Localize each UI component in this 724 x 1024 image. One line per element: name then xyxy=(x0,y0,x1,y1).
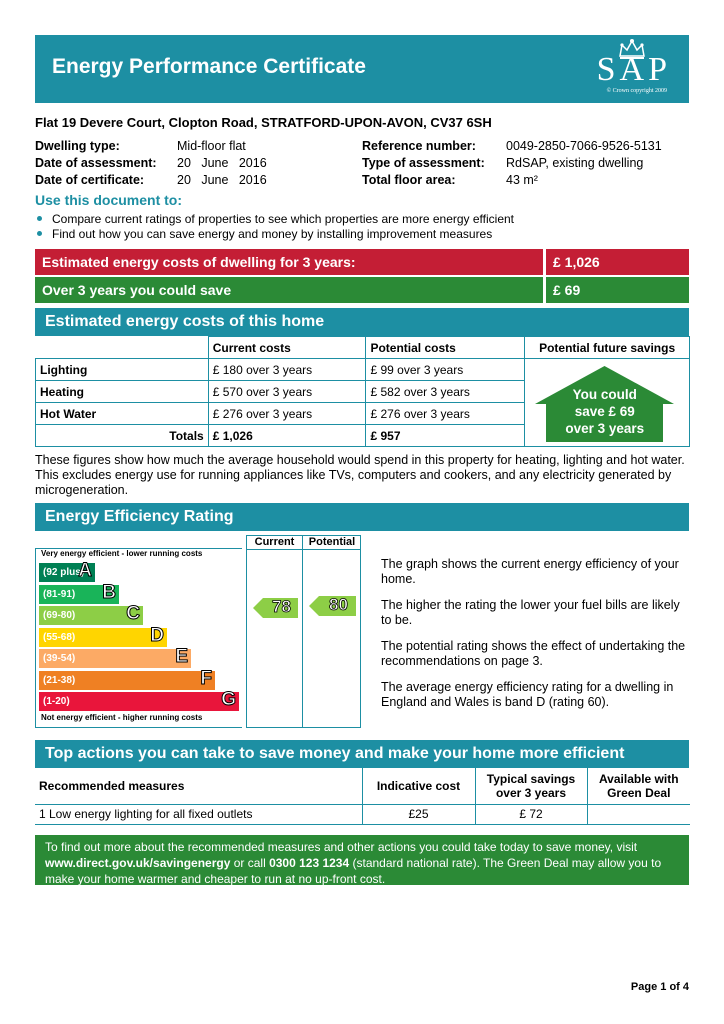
use-bullet xyxy=(37,212,514,226)
detail-row xyxy=(362,155,692,172)
bullet-text: Find out how you can save energy and money by installing improvement measures xyxy=(52,227,493,241)
table-header: Current costs xyxy=(208,337,366,359)
costs-summary-value: £ 1,026 xyxy=(546,249,689,275)
costs-summary-label: Estimated energy costs of dwelling for 3 years: xyxy=(35,249,543,275)
band-range: (81-91) xyxy=(43,588,76,600)
current-rating-arrow xyxy=(253,598,298,618)
explanation-paragraph: The average energy efficiency rating for a dwelling in England and Wales is band D (rating 60). xyxy=(381,680,674,709)
band-range: (39-54) xyxy=(43,653,76,664)
header-divider xyxy=(246,549,361,550)
band-g xyxy=(39,689,239,711)
current-cost-cell: £ 180 over 3 years xyxy=(208,359,366,381)
band-letter: F xyxy=(200,667,212,689)
table-row xyxy=(36,359,690,381)
header-banner xyxy=(35,35,689,103)
use-bullet xyxy=(37,227,492,241)
table-header: Potential costs xyxy=(366,337,525,359)
detail-value: 0049-2850-7066-9526-5131 xyxy=(506,139,662,153)
row-label: Hot Water xyxy=(36,403,209,425)
savingenergy-link[interactable]: www.direct.gov.uk/savingenergy xyxy=(45,856,231,870)
bullet-text: Compare current ratings of properties to see which properties are more energy efficient xyxy=(52,212,515,226)
current-column-header: Current xyxy=(254,536,295,548)
measure-cell: 1 Low energy lighting for all fixed outlets xyxy=(35,804,362,824)
bullet-icon xyxy=(37,231,42,236)
table-header: Typical savings over 3 years xyxy=(475,768,587,804)
potential-column-header: Potential xyxy=(308,536,356,548)
top-caption: Very energy efficient - lower running costs xyxy=(41,549,203,558)
band-range: (55-68) xyxy=(43,631,76,643)
totals-current: £ 1,026 xyxy=(208,425,366,447)
current-cost-cell: £ 276 over 3 years xyxy=(208,403,366,425)
current-rating-value: 78 xyxy=(272,597,291,616)
band-letter: A xyxy=(78,560,92,581)
savings-line: save £ 69 xyxy=(574,404,635,419)
footer-text: To find out more about the recommended measures and other actions you could take today to save money, visit xyxy=(45,840,638,854)
band-b xyxy=(39,581,119,604)
detail-label: Date of assessment: xyxy=(35,156,157,170)
info-footer xyxy=(35,835,689,885)
band-e xyxy=(39,646,191,668)
table-header xyxy=(36,337,209,359)
bullet-icon xyxy=(37,216,42,221)
potential-rating-arrow xyxy=(309,596,356,616)
band-f xyxy=(39,667,215,690)
savings-arrow-text xyxy=(535,386,674,437)
band-c xyxy=(39,603,143,625)
detail-row xyxy=(362,138,692,155)
details-left xyxy=(35,138,355,189)
row-label: Heating xyxy=(36,381,209,403)
explanation-paragraph: The graph shows the current energy efficiency of your home. xyxy=(381,557,679,586)
actions-section-heading: Top actions you can take to save money and make your home more efficient xyxy=(35,740,689,768)
bottom-caption: Not energy efficient - higher running costs xyxy=(41,713,203,722)
detail-label: Total floor area: xyxy=(362,173,456,187)
table-row xyxy=(35,804,690,824)
page-title: Energy Performance Certificate xyxy=(52,55,366,78)
band-range: (92 plus) xyxy=(43,567,85,578)
potential-cost-cell: £ 582 over 3 years xyxy=(366,381,525,403)
sap-logo: SAP xyxy=(596,51,671,88)
detail-label: Dwelling type: xyxy=(35,139,120,153)
table-header: Potential future savings xyxy=(525,337,690,359)
costs-table xyxy=(35,336,690,447)
green-deal-cell xyxy=(587,804,690,824)
detail-value: 20 June 2016 xyxy=(177,173,267,187)
band-letter: C xyxy=(126,603,140,624)
band-letter: G xyxy=(221,689,236,710)
detail-row xyxy=(35,155,355,172)
rating-chart xyxy=(35,535,361,728)
detail-row xyxy=(35,138,355,155)
copyright-text: © Crown copyright 2009 xyxy=(606,88,667,94)
savings-line: You could xyxy=(572,387,637,402)
band-letter: E xyxy=(175,646,188,667)
use-heading: Use this document to: xyxy=(35,192,183,208)
detail-label: Type of assessment: xyxy=(362,156,485,170)
footer-text: (standard national rate). The Green Deal may allow you to make your home warmer and cheaper to run at no up-front cost. xyxy=(45,856,662,886)
band-range: (21-38) xyxy=(43,674,76,686)
totals-label: Totals xyxy=(36,425,209,447)
band-d xyxy=(39,624,167,647)
potential-cost-cell: £ 99 over 3 years xyxy=(366,359,525,381)
page-number: Page 1 of 4 xyxy=(630,981,689,993)
phone-number: 0300 123 1234 xyxy=(269,856,350,870)
detail-value: RdSAP, existing dwelling xyxy=(506,156,644,170)
band-a xyxy=(39,560,95,582)
totals-potential: £ 957 xyxy=(366,425,525,447)
savings-cell xyxy=(525,359,690,447)
table-header-row xyxy=(36,337,690,359)
costs-section-heading: Estimated energy costs of this home xyxy=(35,308,689,336)
cost-cell: £25 xyxy=(362,804,475,824)
costs-note: These figures show how much the average household would spend in this property for heating, lighting and hot water. This excludes energy use for running appliances like TVs, computers and cookers, and any electricity generated by microgeneration. xyxy=(35,453,685,497)
table-header-row xyxy=(35,768,690,804)
measures-table xyxy=(35,768,690,825)
table-header: Recommended measures xyxy=(35,768,362,804)
current-cost-cell: £ 570 over 3 years xyxy=(208,381,366,403)
table-header: Indicative cost xyxy=(362,768,475,804)
potential-column xyxy=(303,535,361,728)
band-range: (1-20) xyxy=(43,696,70,707)
saving-cell: £ 72 xyxy=(475,804,587,824)
explanation-paragraph: The potential rating shows the effect of undertaking the recommendations on page 3. xyxy=(381,639,686,668)
detail-label: Reference number: xyxy=(362,139,476,153)
band-range: (69-80) xyxy=(43,610,76,621)
row-label: Lighting xyxy=(36,359,209,381)
property-address: Flat 19 Devere Court, Clopton Road, STRATFORD-UPON-AVON, CV37 6SH xyxy=(35,115,492,130)
potential-cost-cell: £ 276 over 3 years xyxy=(366,403,525,425)
detail-value: Mid-floor flat xyxy=(177,139,246,153)
current-column xyxy=(246,535,303,728)
detail-row xyxy=(35,172,355,189)
band-letter: D xyxy=(150,624,164,646)
table-header: Available with Green Deal xyxy=(587,768,690,804)
details-right xyxy=(362,138,692,189)
explanation-paragraph: The higher the rating the lower your fuel bills are likely to be. xyxy=(381,598,680,627)
detail-label: Date of certificate: xyxy=(35,173,145,187)
potential-rating-value: 80 xyxy=(329,595,348,614)
detail-value: 43 m² xyxy=(506,173,538,187)
savings-summary-value: £ 69 xyxy=(546,277,689,303)
savings-line: over 3 years xyxy=(565,421,645,436)
rating-section-heading: Energy Efficiency Rating xyxy=(35,503,689,531)
detail-row xyxy=(362,172,692,189)
savings-summary-label: Over 3 years you could save xyxy=(35,277,543,303)
band-letter: B xyxy=(102,581,116,603)
detail-value: 20 June 2016 xyxy=(177,156,267,170)
footer-text: or call xyxy=(230,856,270,870)
savings-arrow xyxy=(535,366,674,442)
rating-explanation xyxy=(381,557,691,710)
